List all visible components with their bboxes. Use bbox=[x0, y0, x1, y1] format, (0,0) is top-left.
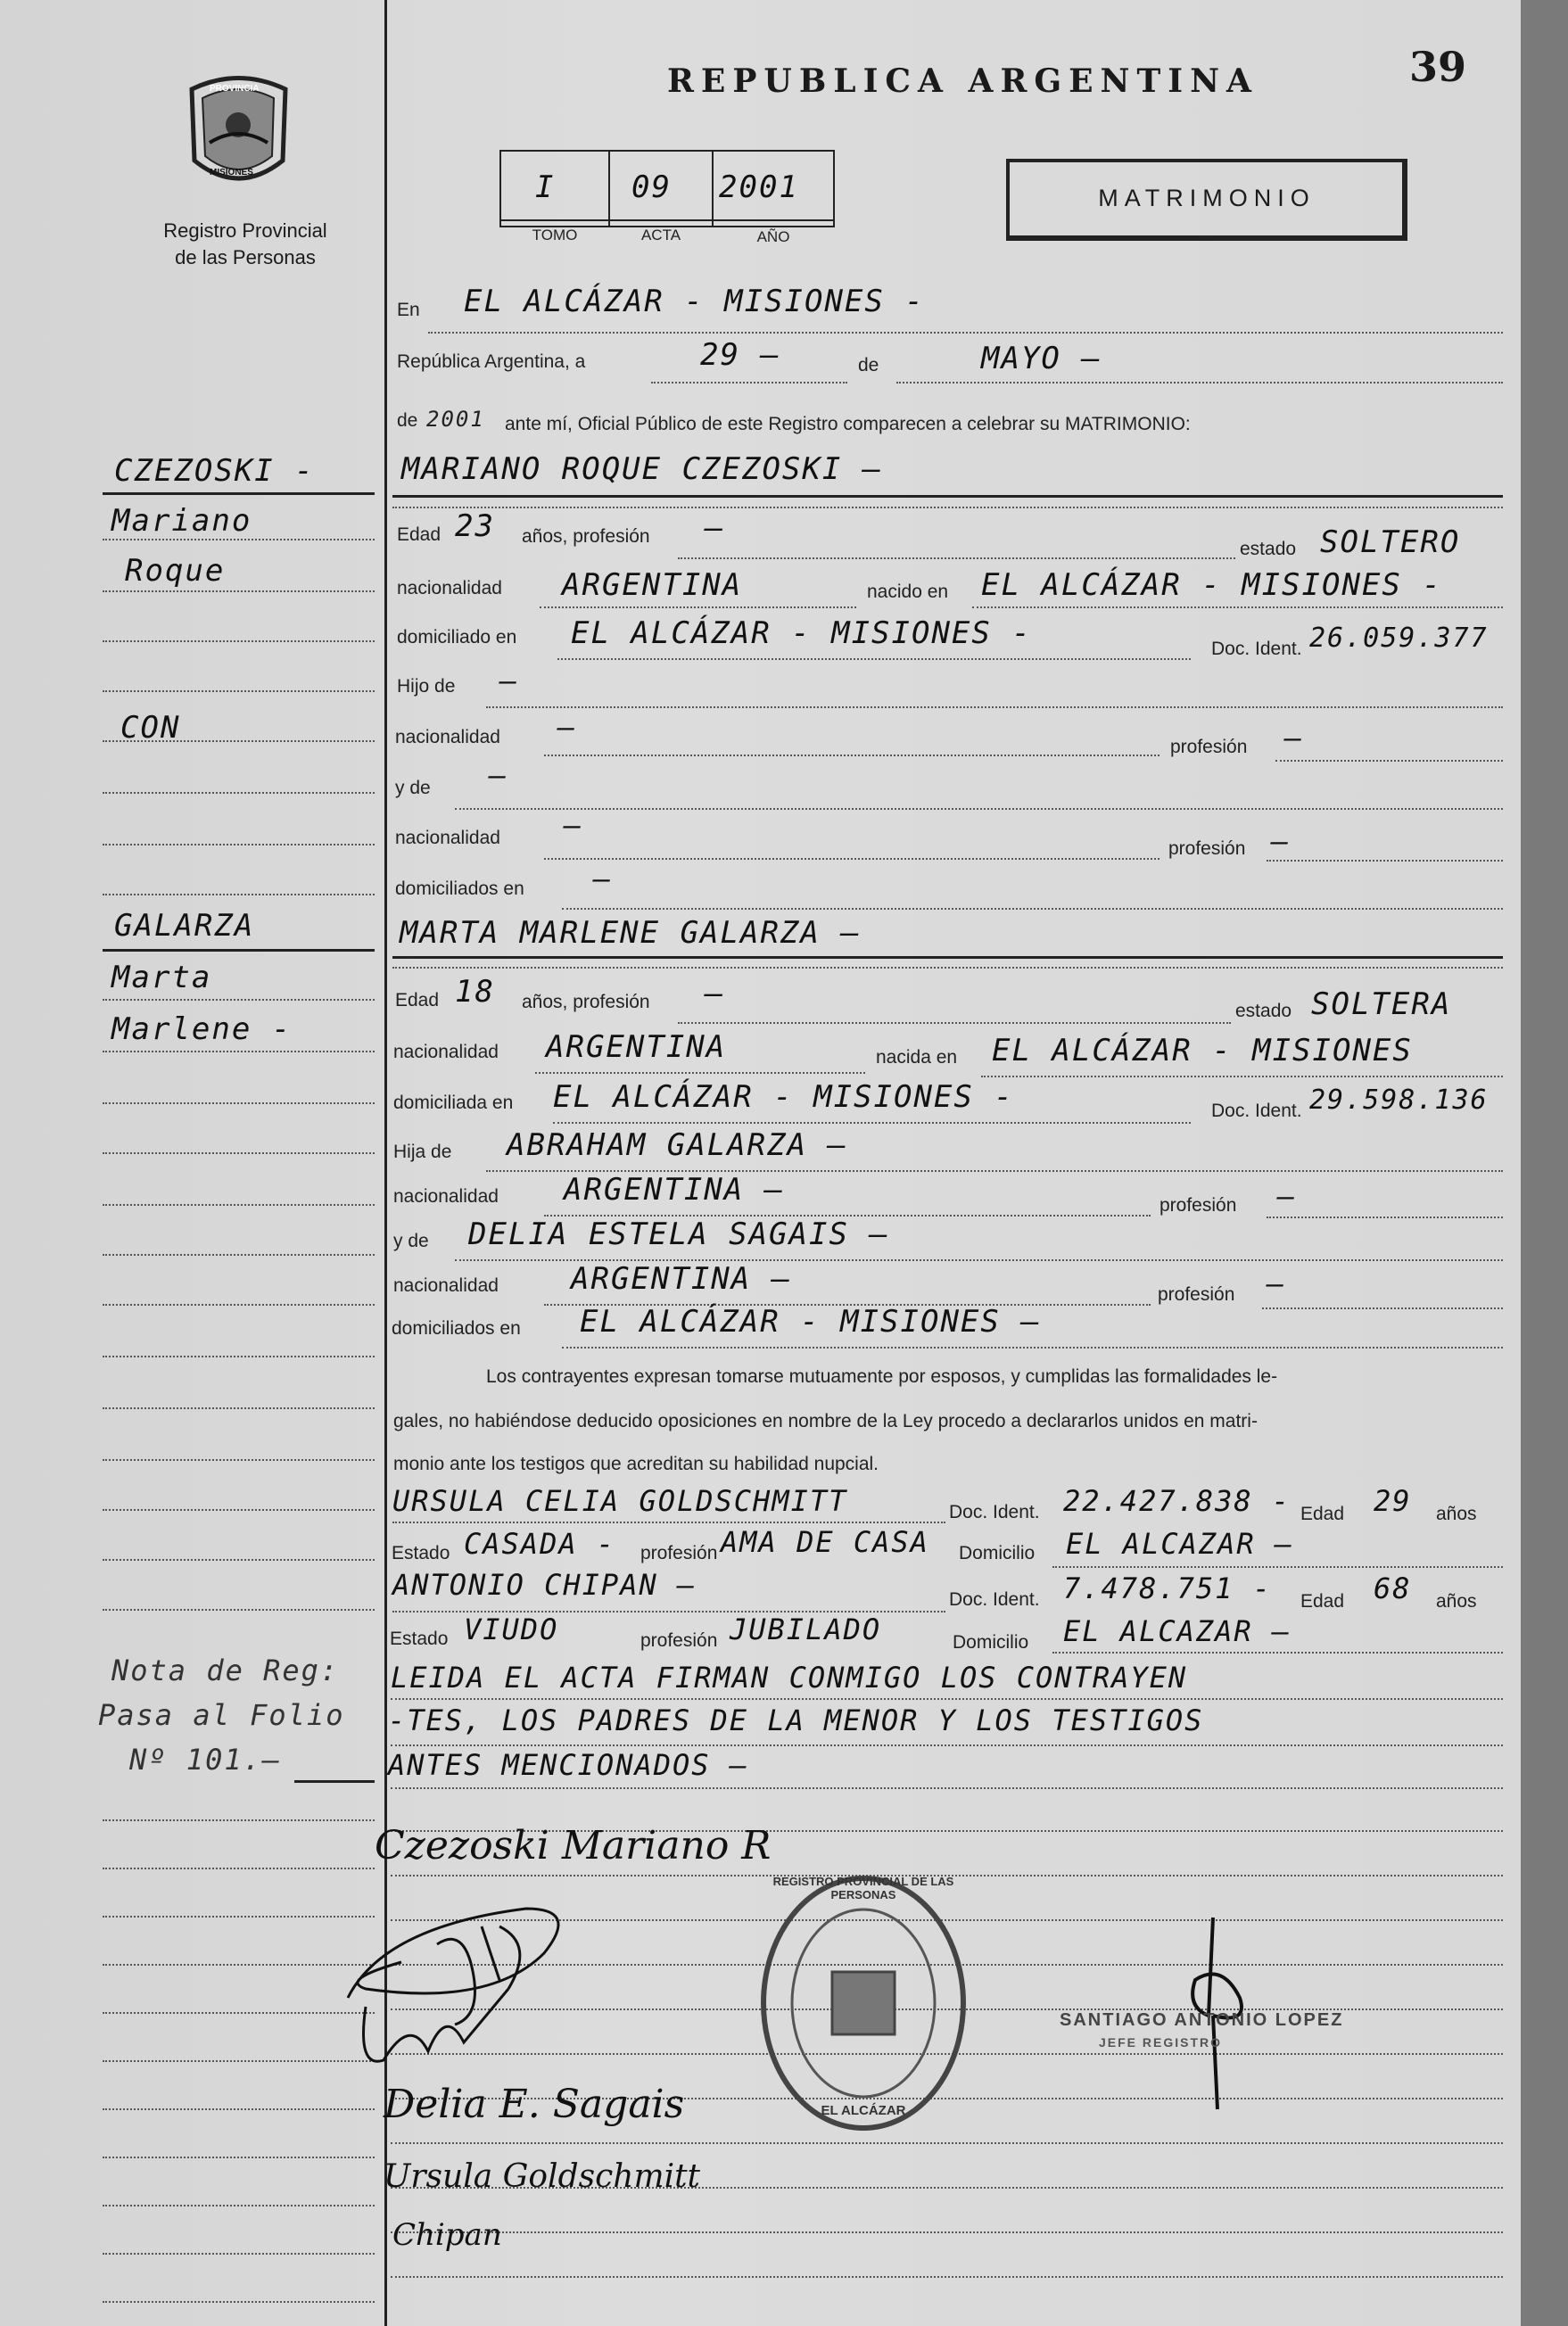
registry-name-line1: Registro Provincial bbox=[163, 219, 327, 242]
margin-rule bbox=[103, 2108, 375, 2110]
groom-mother-nat-line bbox=[544, 858, 1159, 860]
ceremony-month: MAYO — bbox=[981, 341, 1102, 376]
bride-parents-dom-line bbox=[562, 1347, 1503, 1349]
groom-nationality-line bbox=[540, 606, 856, 608]
closing-line3: ANTES MENCIONADOS — bbox=[388, 1748, 749, 1782]
page-number: 39 bbox=[1409, 43, 1467, 91]
bride-signature-scribble bbox=[330, 1873, 598, 2078]
groom-birthplace: EL ALCÁZAR - MISIONES - bbox=[981, 567, 1442, 603]
margin-rule bbox=[103, 640, 375, 642]
closing-line3-rule bbox=[391, 1787, 1503, 1789]
bride-father-nat-label: nacionalidad bbox=[393, 1186, 499, 1207]
republica-label: República Argentina, a bbox=[397, 351, 586, 372]
witness1-profession: AMA DE CASA bbox=[721, 1525, 929, 1559]
bride-full-name: MARTA MARLENE GALARZA — bbox=[400, 915, 861, 951]
tomo-value: I bbox=[535, 169, 556, 205]
margin-rule bbox=[103, 539, 375, 540]
bride-parents-dom-label: domiciliados en bbox=[392, 1318, 521, 1339]
bride-hija-label: Hija de bbox=[393, 1142, 452, 1162]
de-label: de bbox=[858, 355, 879, 375]
groom-nacido-label: nacido en bbox=[867, 582, 949, 602]
bride-father-prof-label: profesión bbox=[1159, 1195, 1237, 1216]
margin-bride-name1: Marta bbox=[111, 960, 212, 995]
groom-birthplace-line bbox=[972, 606, 1503, 608]
margin-rule bbox=[103, 2157, 375, 2158]
groom-doc: 26.059.377 bbox=[1309, 623, 1489, 654]
groom-parents-dom-line bbox=[562, 908, 1503, 910]
groom-parents-dom: — bbox=[593, 862, 613, 895]
groom-father: — bbox=[499, 664, 519, 697]
groom-nationality: ARGENTINA bbox=[562, 567, 743, 603]
bride-nationality-line bbox=[535, 1072, 865, 1074]
bride-profession-line bbox=[678, 1022, 1231, 1024]
groom-father-nat-line bbox=[544, 755, 1159, 756]
intro-sentence: ante mí, Oficial Público de este Registro comparecen a celebrar su MATRIMONIO: bbox=[505, 414, 1191, 434]
groom-name-rule bbox=[392, 507, 1503, 508]
groom-anos-profesion: años, profesión bbox=[522, 526, 650, 547]
bride-yde-label: y de bbox=[393, 1231, 429, 1251]
closing-line2-rule bbox=[391, 1744, 1503, 1746]
margin-rule bbox=[103, 792, 375, 794]
registry-name-line2: de las Personas bbox=[175, 246, 316, 268]
witness2-domicile-line bbox=[1052, 1652, 1503, 1654]
witness1-estado-label: Estado bbox=[392, 1543, 450, 1563]
groom-mother-nat: — bbox=[564, 808, 583, 842]
groom-estado-label: estado bbox=[1240, 539, 1297, 559]
margin-rule bbox=[103, 894, 375, 895]
margin-groom-surname: CZEZOSKI - bbox=[114, 453, 315, 489]
groom-father-prof-label: profesión bbox=[1170, 737, 1248, 757]
groom-father-prof-line bbox=[1275, 760, 1503, 762]
bride-age: 18 bbox=[455, 974, 495, 1010]
bride-edad-label: Edad bbox=[395, 990, 440, 1010]
witness2-estado: VIUDO bbox=[464, 1613, 559, 1646]
witness2-doc: 7.478.751 - bbox=[1063, 1571, 1272, 1605]
groom-mother-nat-label: nacionalidad bbox=[395, 828, 500, 848]
bride-domicile: EL ALCÁZAR - MISIONES - bbox=[553, 1079, 1014, 1115]
margin-rule bbox=[103, 1819, 375, 1821]
witness1-doc: 22.427.838 - bbox=[1063, 1484, 1292, 1518]
margin-note-line2: Pasa al Folio bbox=[98, 1698, 345, 1732]
groom-father-prof: — bbox=[1284, 721, 1304, 755]
bride-father-prof: — bbox=[1277, 1179, 1297, 1213]
ceremony-year: 2001 bbox=[426, 407, 485, 432]
bride-domicile-line bbox=[553, 1122, 1191, 1124]
bride-nacida-label: nacida en bbox=[876, 1047, 958, 1068]
bride-name-underline bbox=[392, 956, 1503, 959]
margin-groom-name1: Mariano bbox=[111, 503, 252, 539]
bride-nationality: ARGENTINA bbox=[546, 1029, 727, 1065]
groom-edad-label: Edad bbox=[397, 524, 442, 545]
groom-age: 23 bbox=[455, 508, 495, 544]
bride-profession: — bbox=[705, 976, 725, 1011]
anio-label: AÑO bbox=[756, 228, 790, 245]
bride-father-prof-line bbox=[1267, 1217, 1503, 1218]
witness2-domicilio-label: Domicilio bbox=[953, 1632, 1029, 1653]
bride-mother-prof: — bbox=[1267, 1266, 1286, 1300]
witness2-doc-label: Doc. Ident. bbox=[949, 1589, 1040, 1610]
bride-father: ABRAHAM GALARZA — bbox=[507, 1127, 847, 1163]
margin-rule bbox=[103, 2301, 375, 2303]
margin-bride-underline bbox=[103, 949, 375, 952]
declaration-line2: gales, no habiéndose deducido oposiciones en nombre de la Ley procedo a declararlos unidos en matri- bbox=[393, 1411, 1258, 1431]
country-title: REPUBLICA ARGENTINA bbox=[667, 62, 1259, 100]
witness1-name-line bbox=[392, 1522, 945, 1523]
margin-rule bbox=[103, 844, 375, 845]
bride-mother: DELIA ESTELA SAGAIS — bbox=[468, 1217, 889, 1252]
acta-label: ACTA bbox=[640, 227, 681, 243]
margin-rule bbox=[103, 1509, 375, 1511]
seal-text-top: PROVINCIA bbox=[210, 84, 260, 94]
margin-rule bbox=[103, 1204, 375, 1206]
groom-signature: Czezoski Mariano R bbox=[375, 1823, 772, 1868]
official-stamp-line2: JEFE REGISTRO bbox=[1099, 2035, 1223, 2050]
groom-mother: — bbox=[489, 758, 508, 792]
tomo-label: TOMO bbox=[532, 227, 578, 243]
groom-father-line bbox=[486, 706, 1503, 708]
margin-rule bbox=[103, 690, 375, 692]
margin-con: CON bbox=[120, 710, 181, 746]
bride-doc-label: Doc. Ident. bbox=[1211, 1101, 1302, 1121]
groom-estado: SOLTERO bbox=[1320, 524, 1461, 560]
margin-rule bbox=[103, 1356, 375, 1357]
bride-estado-label: estado bbox=[1235, 1001, 1292, 1021]
groom-mother-line bbox=[455, 808, 1503, 810]
groom-mother-prof: — bbox=[1271, 824, 1291, 858]
bride-birthplace: EL ALCÁZAR - MISIONES bbox=[992, 1033, 1413, 1068]
margin-rule bbox=[103, 1051, 375, 1052]
day-line bbox=[651, 382, 847, 384]
margin-rule bbox=[103, 1459, 375, 1461]
bride-doc: 29.598.136 bbox=[1309, 1085, 1489, 1116]
witness1-name: URSULA CELIA GOLDSCHMITT bbox=[392, 1484, 848, 1518]
groom-domicile-line bbox=[557, 658, 1191, 660]
groom-parents-dom-label: domiciliados en bbox=[395, 878, 524, 899]
blank-rule bbox=[391, 2142, 1503, 2144]
blank-rule bbox=[391, 2276, 1503, 2278]
witness1-estado: CASADA - bbox=[464, 1527, 616, 1561]
bride-father-nat: ARGENTINA — bbox=[564, 1172, 785, 1208]
bride-mother-nat: ARGENTINA — bbox=[571, 1261, 792, 1297]
bride-domiciliada-label: domiciliada en bbox=[393, 1093, 514, 1113]
tomo-box-divider bbox=[499, 219, 835, 221]
groom-father-nat-label: nacionalidad bbox=[395, 727, 500, 747]
groom-domicile: EL ALCÁZAR - MISIONES - bbox=[571, 615, 1032, 651]
ceremony-day: 29 — bbox=[700, 337, 780, 373]
witness1-domicile: EL ALCAZAR — bbox=[1066, 1527, 1294, 1561]
witness2-edad-label: Edad bbox=[1300, 1591, 1345, 1612]
margin-groom-underline bbox=[103, 492, 375, 495]
ceremony-place: EL ALCÁZAR - MISIONES - bbox=[464, 284, 925, 319]
de2-label: de bbox=[397, 410, 418, 431]
witness2-anos-label: años bbox=[1436, 1591, 1477, 1612]
witness2-estado-label: Estado bbox=[390, 1629, 449, 1649]
witness1-age: 29 bbox=[1374, 1484, 1412, 1518]
margin-bride-name2: Marlene - bbox=[111, 1011, 293, 1047]
margin-groom-name2: Roque bbox=[125, 553, 226, 589]
acta-value: 09 bbox=[631, 169, 672, 205]
margin-rule bbox=[103, 2205, 375, 2206]
bride-mother-prof-label: profesión bbox=[1158, 1284, 1235, 1305]
en-label: En bbox=[397, 300, 420, 320]
groom-name-underline bbox=[392, 495, 1503, 498]
margin-rule bbox=[103, 1868, 375, 1869]
bride-nacionalidad-label: nacionalidad bbox=[393, 1042, 499, 1062]
stamp-inner-text: EL ALCÁZAR bbox=[821, 2103, 906, 2118]
mother-signature: Delia E. Sagais bbox=[384, 2082, 685, 2127]
bride-name-rule bbox=[392, 967, 1503, 969]
margin-rule bbox=[103, 1152, 375, 1154]
groom-nacionalidad-label: nacionalidad bbox=[397, 578, 502, 598]
margin-rule bbox=[103, 590, 375, 592]
groom-profession-line bbox=[678, 557, 1235, 559]
official-stamp-line1: SANTIAGO ANTONIO LOPEZ bbox=[1060, 2010, 1344, 2030]
closing-line1: LEIDA EL ACTA FIRMAN CONMIGO LOS CONTRAYEN bbox=[391, 1661, 1188, 1695]
margin-note-underline bbox=[294, 1780, 375, 1783]
margin-rule bbox=[103, 740, 375, 742]
witness1-domicilio-label: Domicilio bbox=[959, 1543, 1036, 1563]
margin-rule bbox=[103, 1254, 375, 1256]
month-line bbox=[896, 382, 1503, 384]
blank-rule bbox=[391, 2231, 1503, 2233]
registry-round-stamp bbox=[756, 1869, 970, 2137]
witness2-age: 68 bbox=[1374, 1571, 1412, 1605]
witness1-domicile-line bbox=[1052, 1566, 1503, 1568]
margin-bride-surname: GALARZA bbox=[114, 908, 255, 944]
witness2-name: ANTONIO CHIPAN — bbox=[392, 1568, 697, 1602]
bride-parents-dom: EL ALCÁZAR - MISIONES — bbox=[580, 1304, 1041, 1340]
groom-yde-label: y de bbox=[395, 778, 431, 798]
groom-doc-label: Doc. Ident. bbox=[1211, 639, 1302, 659]
stamp-ring-text: REGISTRO PROVINCIAL DE LAS PERSONAS bbox=[772, 1875, 954, 1901]
bride-mother-nat-label: nacionalidad bbox=[393, 1275, 499, 1296]
witness2-profesion-label: profesión bbox=[640, 1630, 718, 1651]
margin-rule bbox=[103, 1304, 375, 1306]
groom-profession: — bbox=[705, 510, 725, 546]
witness1-edad-label: Edad bbox=[1300, 1504, 1345, 1524]
margin-rule bbox=[103, 1609, 375, 1611]
groom-mother-prof-line bbox=[1267, 860, 1503, 862]
closing-line2: -TES, LOS PADRES DE LA MENOR Y LOS TESTIGOS bbox=[388, 1703, 1204, 1737]
witness2-domicile: EL ALCAZAR — bbox=[1063, 1614, 1292, 1648]
witness1-doc-label: Doc. Ident. bbox=[949, 1502, 1040, 1522]
declaration-line1: Los contrayentes expresan tomarse mutuamente por esposos, y cumplidas las formalidades le- bbox=[486, 1366, 1278, 1387]
groom-father-nat: — bbox=[557, 710, 577, 744]
margin-rule bbox=[103, 1559, 375, 1561]
witness-signature: Ursula Goldschmitt bbox=[384, 2158, 701, 2195]
margin-rule bbox=[103, 1102, 375, 1104]
provincial-seal bbox=[183, 71, 294, 192]
place-line bbox=[428, 332, 1503, 334]
groom-full-name: MARIANO ROQUE CZEZOSKI — bbox=[401, 451, 883, 487]
bride-anos-profesion: años, profesión bbox=[522, 992, 650, 1012]
margin-rule bbox=[103, 2253, 375, 2255]
witness2-signature: Chipan bbox=[392, 2217, 502, 2253]
witness2-profession: JUBILADO bbox=[730, 1613, 882, 1646]
record-type-label: MATRIMONIO bbox=[1098, 185, 1316, 211]
anio-value: 2001 bbox=[719, 169, 799, 205]
bride-birthplace-line bbox=[981, 1076, 1503, 1077]
margin-rule bbox=[103, 1407, 375, 1409]
margin-note-line3: Nº 101.— bbox=[129, 1743, 282, 1777]
bride-mother-prof-line bbox=[1262, 1307, 1503, 1309]
seal-text-bottom: MISIONES bbox=[210, 168, 253, 177]
groom-hijo-label: Hijo de bbox=[397, 676, 456, 697]
declaration-line3: monio ante los testigos que acreditan su habilidad nupcial. bbox=[393, 1454, 879, 1474]
page-edge-shadow bbox=[1521, 0, 1568, 2326]
groom-domiciliado-label: domiciliado en bbox=[397, 627, 517, 647]
witness1-profesion-label: profesión bbox=[640, 1543, 718, 1563]
witness1-anos-label: años bbox=[1436, 1504, 1477, 1524]
margin-note-line1: Nota de Reg: bbox=[111, 1654, 340, 1687]
closing-line1-rule bbox=[391, 1698, 1503, 1700]
groom-mother-prof-label: profesión bbox=[1168, 838, 1246, 859]
margin-rule bbox=[103, 999, 375, 1001]
bride-estado: SOLTERA bbox=[1311, 986, 1452, 1022]
